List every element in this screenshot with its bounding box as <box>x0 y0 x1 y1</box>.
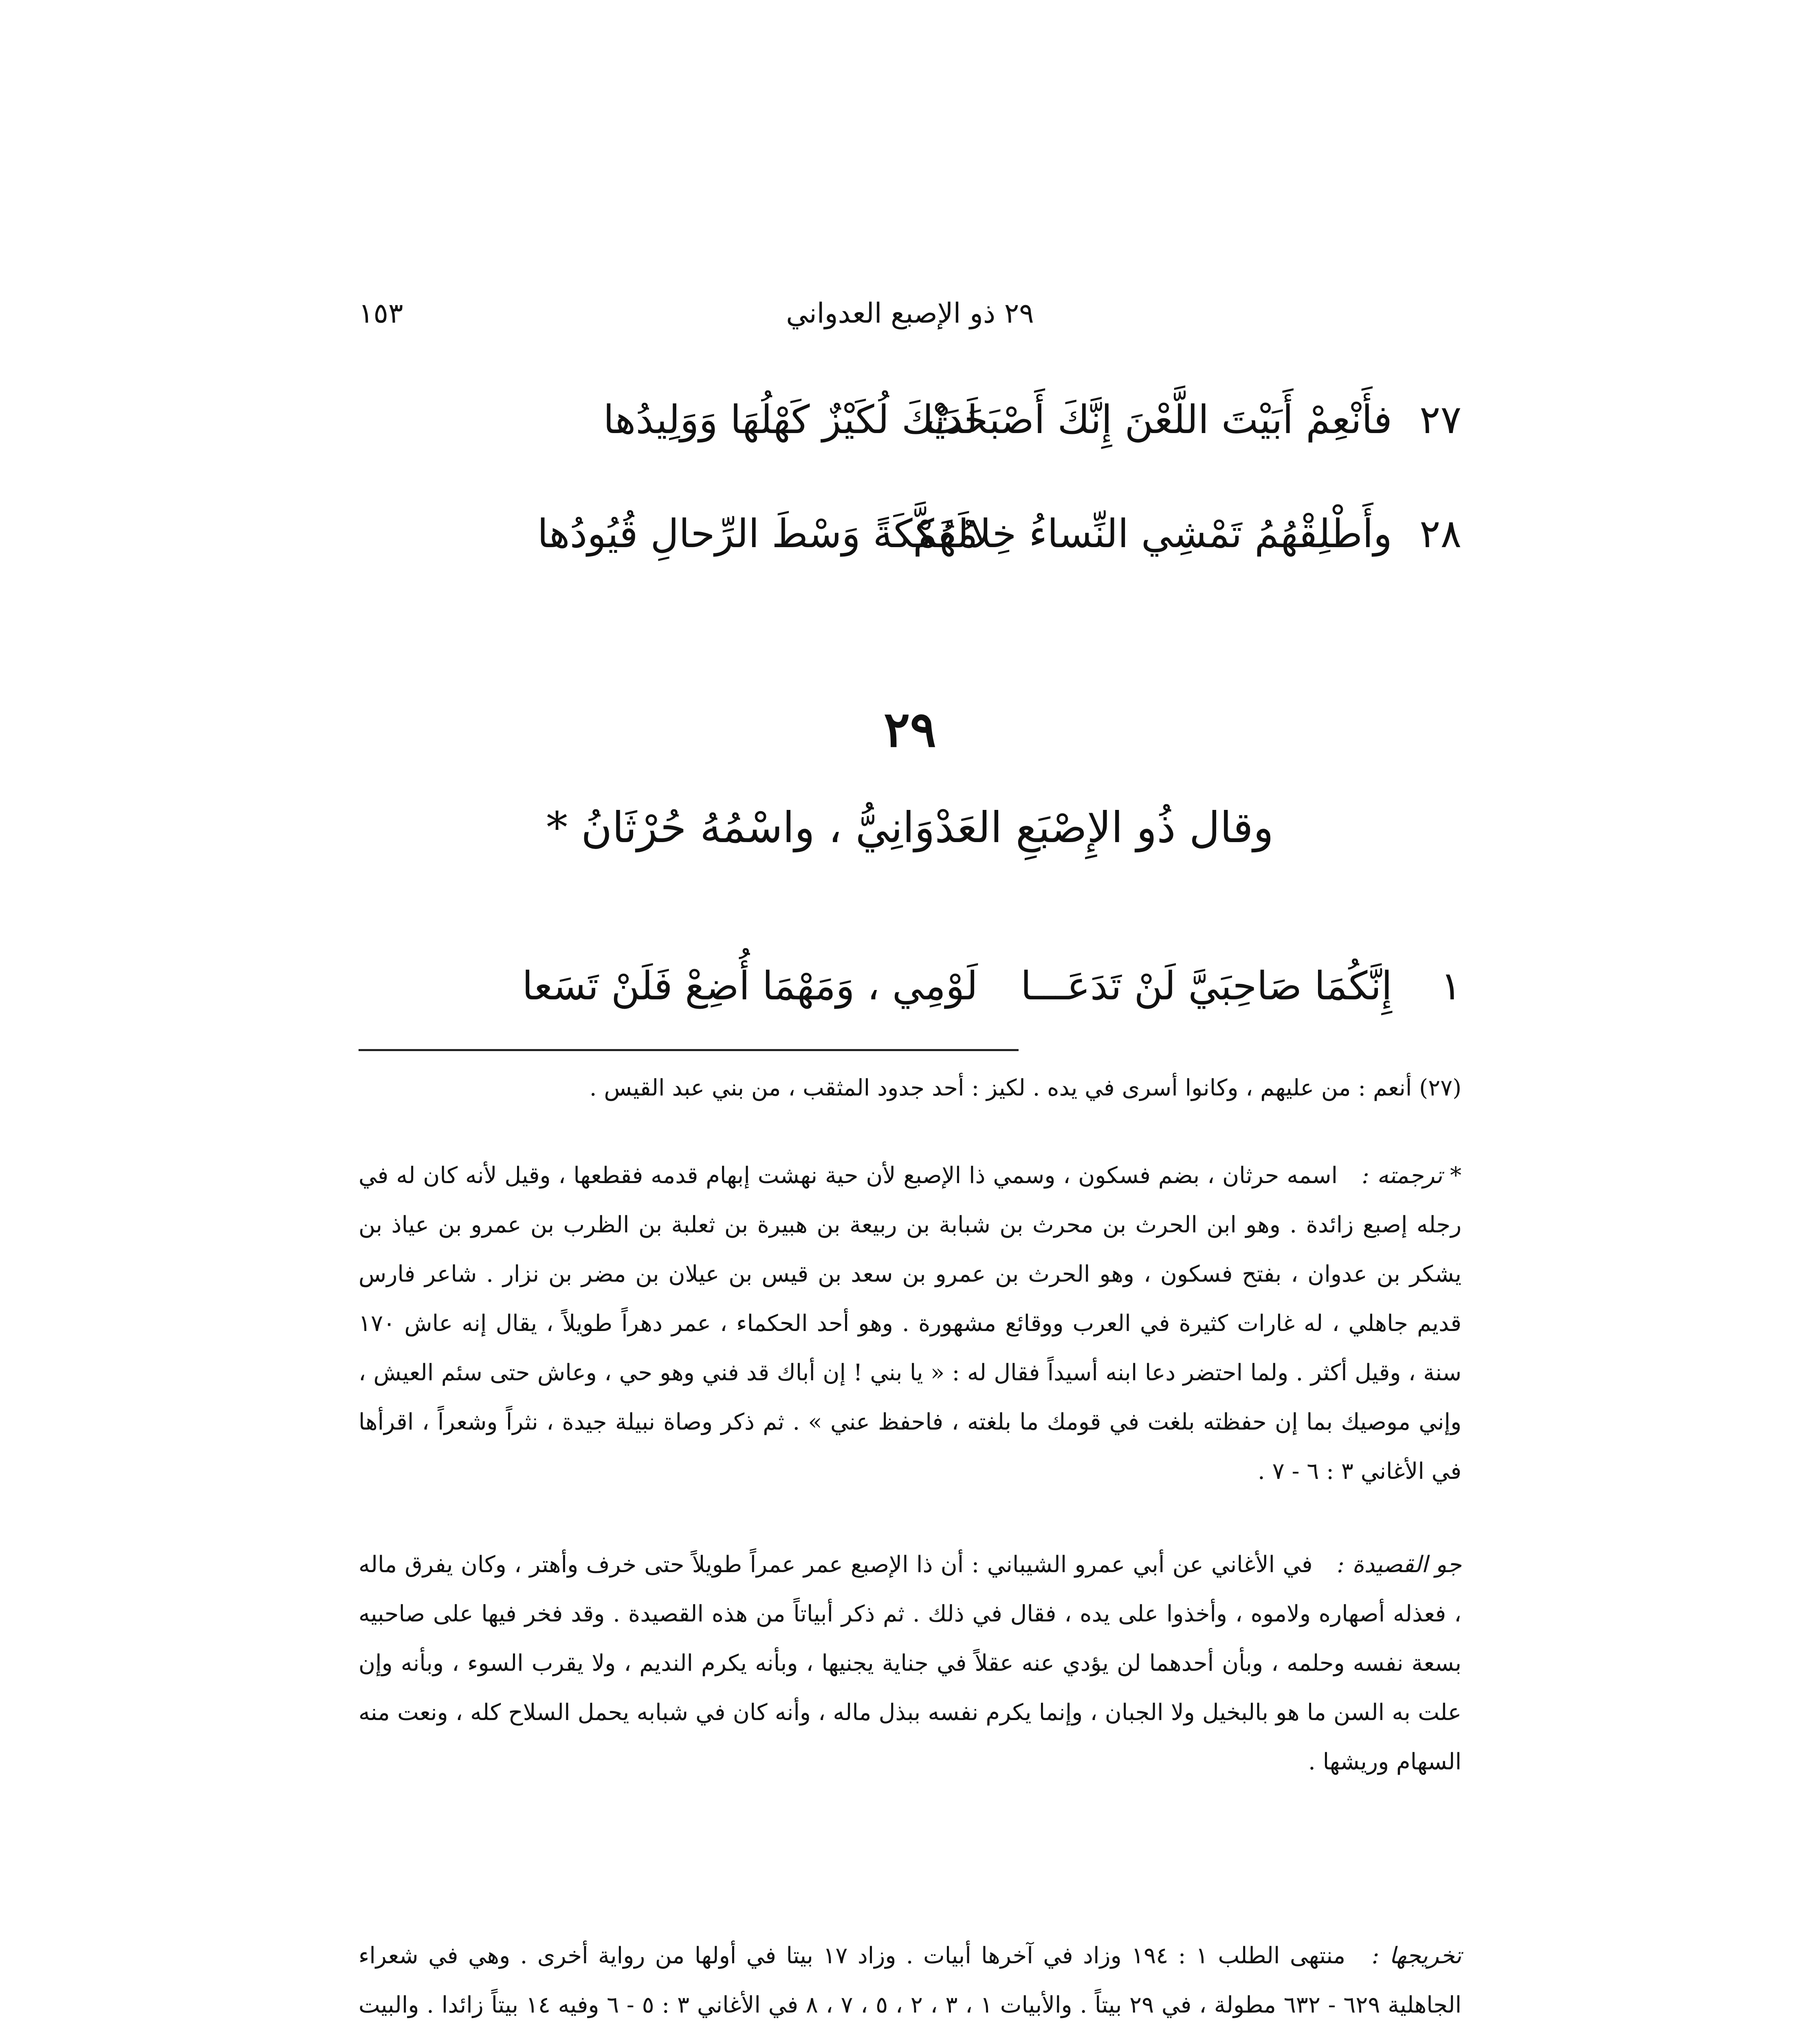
occasion-label: جو القصيدة : <box>1336 1551 1461 1578</box>
page-number: ١٥٣ <box>359 297 403 330</box>
verse-hemistich-second: لَدَيْكَ لُكَيْزٌ كَهْلُهَا وَوَلِيدُها <box>603 397 978 442</box>
poem-number: ٢٩ <box>884 701 936 758</box>
running-head <box>359 281 1461 334</box>
biography-text: اسمه حرثان ، بضم فسكون ، وسمي ذا الإصبع لأن حية نهشت إبهام قدمه فقطعها ، وقيل لأنه كان له في رجله إصبع زائدة . وهو ابن الحرث بن محرث بن شبابة بن ربيعة بن هبيرة بن ثعلبة بن الظرب بن عمرو بن عياذ بن يشكر بن عدوان ، بفتح فسكون ، وهو الحرث بن عمرو بن سعد بن قيس بن عيلان بن مضر بن نزار . شاعر فارس قديم جاهلي ، له غارات كثيرة في العرب ووقائع مشهورة . وهو أحد الحكماء ، عمر دهراً طويلاً ، يقال إنه عاش ١٧٠ سنة ، وقيل أكثر . ولما احتضر دعا ابنه أسيداً فقال له : « يا بني ! إن أباك قد فني وهو حي ، وعاش حتى سئم العيش ، وإني موصيك بما إن حفظته بلغت في قومك ما بلغته ، فاحفظ عني » . ثم ذكر وصاة نبيلة جيدة ، نثراً وشعراً ، اقرأها في الأغاني ٣ : ٦ - ٧ . <box>359 1162 1461 1485</box>
verse-hemistich-second: مُفَكَّكَةً وَسْطَ الرِّحالِ قُيُودُها <box>537 511 978 557</box>
footnote-rule <box>359 1049 1019 1051</box>
footnote-27-text: (٢٧) أنعم : من عليهم ، وكانوا أسرى في يده . لكيز : أحد جدود المثقب ، من بني عبد القيس . <box>589 1075 1461 1101</box>
footnote-27 <box>359 1063 1461 1113</box>
sources-note <box>359 1931 1461 2037</box>
verse-hemistich-first: إِنَّكُمَا صَاحِبَيَّ لَنْ تَدَعَـــا <box>1020 963 1392 1009</box>
verse-28 <box>359 503 1461 564</box>
poem-heading: وقال ذُو الإِصْبَعِ العَدْوَانِيُّ ، واسْمُهُ حُرْثَانُ * <box>546 803 1274 852</box>
verse-27 <box>359 389 1461 450</box>
verse-1 <box>359 955 1461 1016</box>
verse-number: ٢٨ <box>1419 511 1461 557</box>
sources-text: منتهى الطلب ١ : ١٩٤ وزاد في آخرها أبيات . وزاد ١٧ بيتا في أولها من رواية أخرى . وهي في شعراء الجاهلية ٦٢٩ - ٦٣٢ مطولة ، في ٢٩ بيتاً . والأبيات ١ ، ٣ ، ٢ ، ٥ ، ٧ ، ٨ في الأغاني ٣ : ٥ - ٦ وفيه ١٤ بيتاً زائدا . والبيت <box>359 1942 1462 2018</box>
occasion-text: في الأغاني عن أبي عمرو الشيباني : أن ذا الإصبع عمر عمراً طويلاً حتى خرف وأهتر ، وكان يفرق ماله ، فعذله أصهاره ولاموه ، وأخذوا على يده ، فقال في ذلك . ثم ذكر أبياتاً من هذه القصيدة . وقد فخر فيها على صاحبيه بسعة نفسه وحلمه ، وبأن أحدهما لن يؤدي عنه عقلاً في جناية يجنيها ، وبأنه يكرم النديم ، ولا يقرب السوء ، وبأنه وإن علت به السن ما هو بالبخيل ولا الجبان ، وإنما يكرم نفسه ببذل ماله ، وأنه كان في شبابه يحمل السلاح كله ، ونعت منه السهام وريشها . <box>359 1551 1461 1775</box>
verse-hemistich-first: فأَنْعِمْ أَبَيْتَ اللَّعْنَ إِنَّكَ أَصْبَحَتْ <box>925 397 1392 442</box>
occasion-note <box>359 1540 1461 1786</box>
verse-number: ١ <box>1440 963 1461 1009</box>
verse-number: ٢٧ <box>1419 397 1461 442</box>
biography-note <box>359 1151 1461 1496</box>
running-title: ٢٩ ذو الإصبع العدواني <box>786 297 1034 330</box>
verse-hemistich-second: لَوْمِي ، وَمَهْمَا أُضِعْ فَلَنْ تَسَعا <box>522 963 978 1009</box>
biography-label: * ترجمته : <box>1361 1162 1462 1189</box>
verse-hemistich-first: وأَطْلِقْهُمُ تَمْشِي النِّساءُ خِلالَهُمْ <box>913 511 1392 557</box>
sources-label: تخريجها : <box>1371 1942 1462 1969</box>
